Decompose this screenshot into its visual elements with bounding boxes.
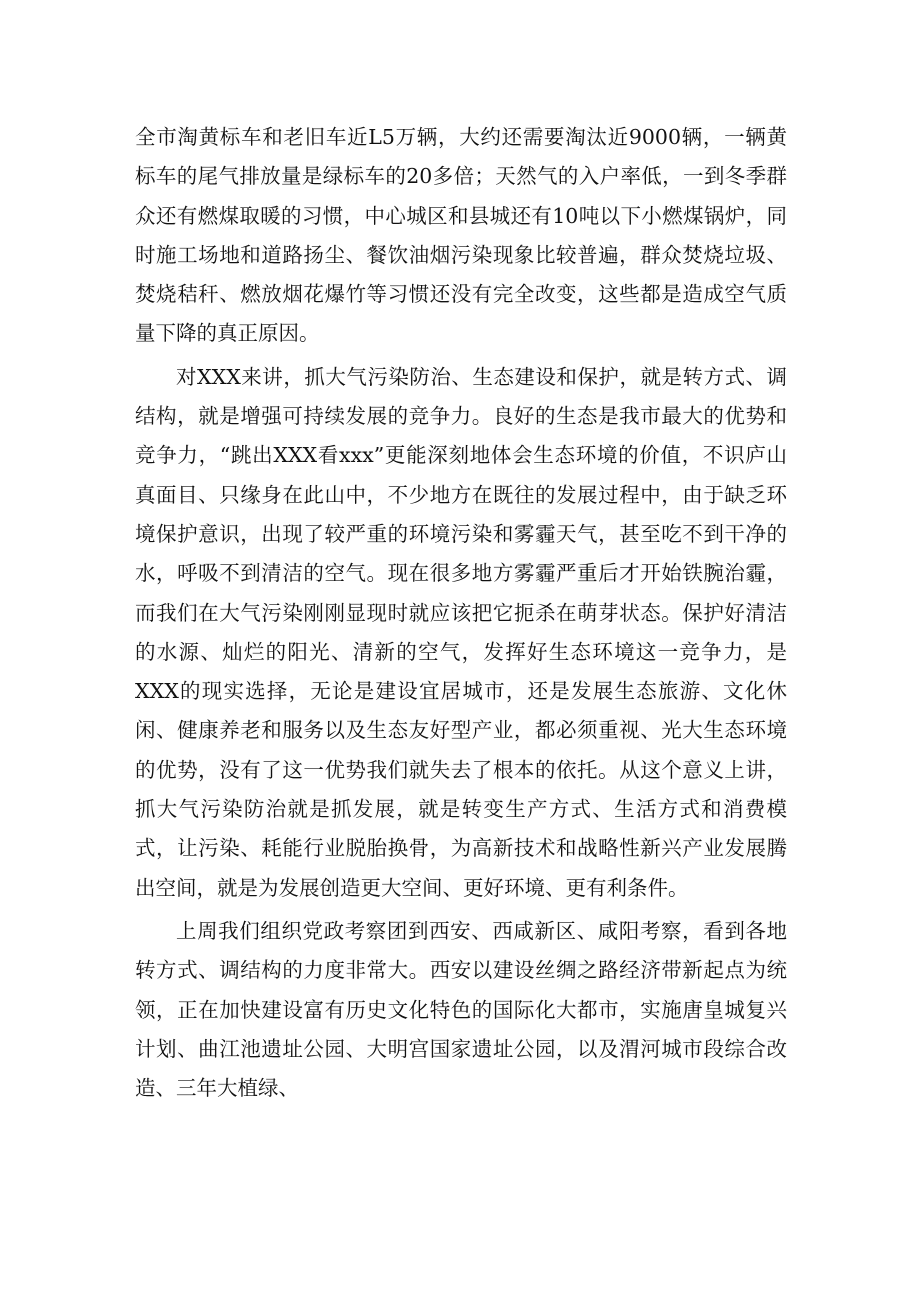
document-page [135,118,787,1108]
paragraph-2: 对XXX来讲，抓大气污染防治、生态建设和保护，就是转方式、调结构，就是增强可持续发展的竞争力。良好的生态是我市最大的优势和竞争力，“跳出XXX看xxx”更能深刻地体会生态环境的价值，不识庐山真面目、只缘身在此山中，不少地方在既往的发展过程中，由于缺乏环境保护意识，出现了较严重的环境污染和雾霾天气，甚至吃不到干净的水，呼吸不到清洁的空气。现在很多地方雾霾严重后才开始铁腕治霾，而我们在大气污染刚刚显现时就应该把它扼杀在萌芽状态。保护好清洁的水源、灿烂的阳光、清新的空气，发挥好生态环境这一竞争力，是XXX的现实选择，无论是建设宜居城市，还是发展生态旅游、文化休闲、健康养老和服务以及生态友好型产业，都必须重视、光大生态环境的优势，没有了这一优势我们就失去了根本的依托。从这个意义上讲，抓大气污染防治就是抓发展，就是转变生产方式、生活方式和消费模式，让污染、耗能行业脱胎换骨，为高新技术和战略性新兴产业发展腾出空间，就是为发展创造更大空间、更好环境、更有利条件。 [135,364,787,900]
paragraph-1: 全市淘黄标车和老旧车近L5万辆，大约还需要淘汰近9000辆，一辆黄标车的尾气排放量是绿标车的20多倍；天然气的入户率低，一到冬季群众还有燃煤取暖的习惯，中心城区和县城还有10吨以下小燃煤锅炉，同时施工场地和道路扬尘、餐饮油烟污染现象比较普遍，群众焚烧垃圾、焚烧秸秆、燃放烟花爆竹等习惯还没有完全改变，这些都是造成空气质量下降的真正原因。 [135,125,787,346]
paragraph-3: 上周我们组织党政考察团到西安、西咸新区、咸阳考察，看到各地转方式、调结构的力度非常大。西安以建设丝绸之路经济带新起点为统领，正在加快建设富有历史文化特色的国际化大都市，实施唐皇城复兴计划、曲江池遗址公园、大明宫国家遗址公园，以及渭河城市段综合改造、三年大植绿、 [135,918,787,1101]
